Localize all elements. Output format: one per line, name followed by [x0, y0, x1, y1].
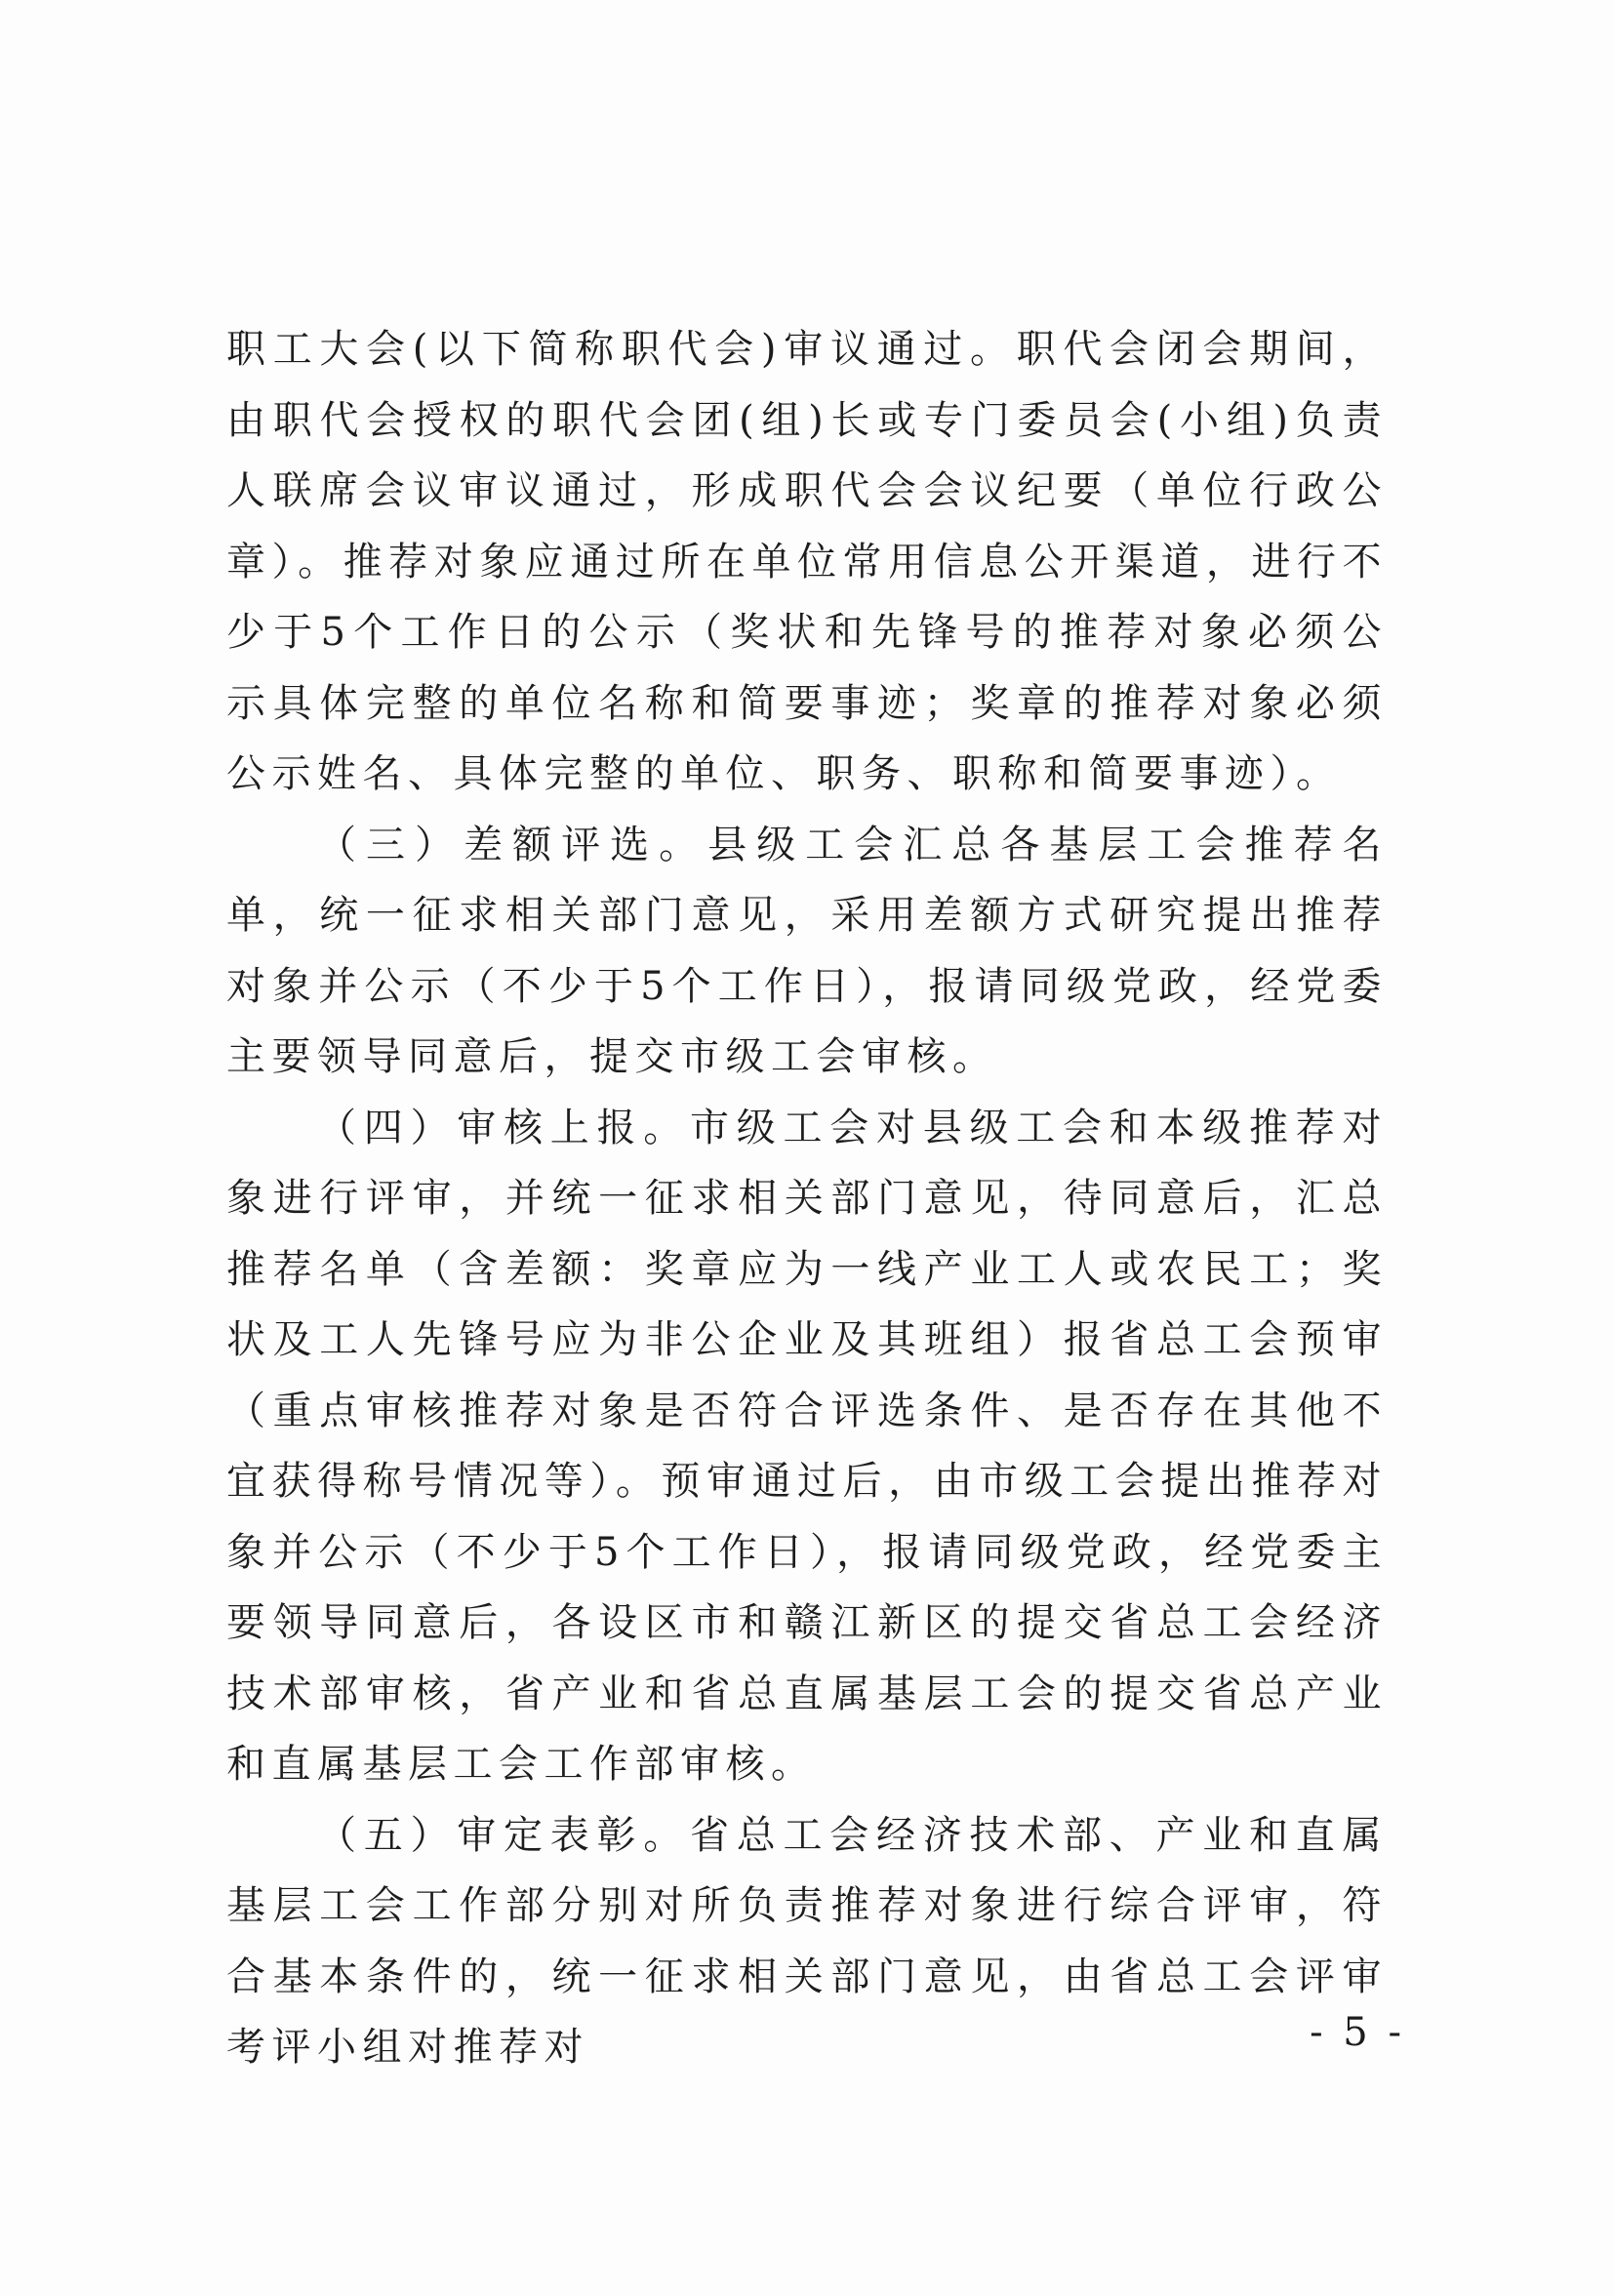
body-text	[226, 314, 1388, 2083]
page-number: - 5 -	[1310, 2010, 1405, 2055]
paragraph-1: 职工大会(以下简称职代会)审议通过。职代会闭会期间，由职代会授权的职代会团(组)长或专门委员会(小组)负责人联席会议审议通过，形成职代会会议纪要（单位行政公章）。推荐对象应通过所在单位常用信息公开渠道，进行不少于5个工作日的公示（奖状和先锋号的推荐对象必须公示具体完整的单位名称和简要事迹；奖章的推荐对象必须公示姓名、具体完整的单位、职务、职称和简要事迹）。	[226, 327, 1388, 796]
paragraph-3: （四）审核上报。市级工会对县级工会和本级推荐对象进行评审，并统一征求相关部门意见，待同意后，汇总推荐名单（含差额：奖章应为一线产业工人或农民工；奖状及工人先锋号应为非公企业及其班组）报省总工会预审（重点审核推荐对象是否符合评选条件、是否存在其他不宜获得称号情况等）。预审通过后，由市级工会提出推荐对象并公示（不少于5个工作日），报请同级党政，经党委主要领导同意后，各设区市和赣江新区的提交省总工会经济技术部审核，省产业和省总直属基层工会的提交省总产业和直属基层工会工作部审核。	[226, 1105, 1388, 1787]
paragraph-2: （三）差额评选。县级工会汇总各基层工会推荐名单，统一征求相关部门意见，采用差额方式研究提出推荐对象并公示（不少于5个工作日），报请同级党政，经党委主要领导同意后，提交市级工会审核。	[226, 822, 1388, 1079]
paragraph-4: （五）审定表彰。省总工会经济技术部、产业和直属基层工会工作部分别对所负责推荐对象进行综合评审，符合基本条件的，统一征求相关部门意见，由省总工会评审考评小组对推荐对	[226, 1812, 1388, 2070]
